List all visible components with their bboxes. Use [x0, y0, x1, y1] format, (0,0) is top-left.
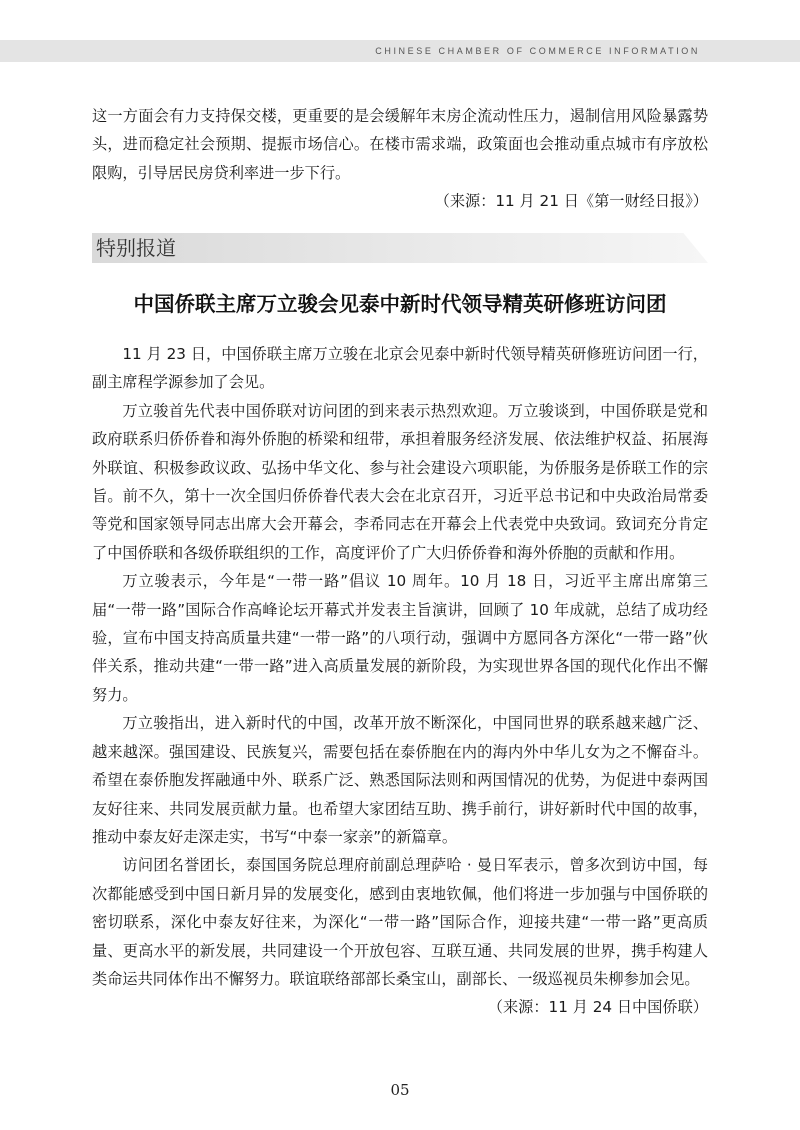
article-body — [92, 340, 708, 1022]
article-title: 中国侨联主席万立骏会见泰中新时代领导精英研修班访问团 — [133, 292, 667, 316]
article-paragraph: 万立骏首先代表中国侨联对访问团的到来表示热烈欢迎。万立骏谈到，中国侨联是党和政府联系归侨侨眷和海外侨胞的桥梁和纽带，承担着服务经济发展、依法维护权益、拓展海外联谊、积极参政议政、弘扬中华文化、参与社会建设六项职能，为侨服务是侨联工作的宗旨。前不久，第十一次全国归侨侨眷代表大会在北京召开，习近平总书记和中央政治局常委等党和国家领导同志出席大会开幕会，李希同志在开幕会上代表党中央致词。致词充分肯定了中国侨联和各级侨联组织的工作，高度评价了广大归侨侨眷和海外侨胞的贡献和作用。 — [92, 401, 708, 562]
section-bar — [92, 233, 708, 263]
intro-paragraph: 这一方面会有力支持保交楼，更重要的是会缓解年末房企流动性压力，遏制信用风险暴露势头，进而稳定社会预期、提振市场信心。在楼市需求端，政策面也会推动重点城市有序放松限购，引导居民房贷利率进一步下行。 — [92, 107, 708, 182]
intro-source: （来源：11 月 21 日《第一财经日报》） — [434, 192, 708, 211]
article-source: （来源：11 月 24 日中国侨联） — [487, 998, 708, 1017]
article-paragraph: 万立骏指出，进入新时代的中国，改革开放不断深化，中国同世界的联系越来越广泛、越来越深。强国建设、民族复兴，需要包括在泰侨胞在内的海内外中华儿女为之不懈奋斗。希望在泰侨胞发挥融通中外、联系广泛、熟悉国际法则和两国情况的优势，为促进中泰两国友好往来、共同发展贡献力量。也希望大家团结互助、携手前行，讲好新时代中国的故事，推动中泰友好走深走实，书写“中泰一家亲”的新篇章。 — [92, 714, 708, 846]
article-paragraph: 访问团名誉团长，泰国国务院总理府前副总理萨哈 · 曼日军表示，曾多次到访中国，每次都能感受到中国日新月异的发展变化，感到由衷地钦佩，他们将进一步加强与中国侨联的密切联系，深化中泰友好往来，为深化“一带一路”国际合作，迎接共建“一带一路”更高质量、更高水平的新发展，共同建设一个开放包容、互联互通、共同发展的世界，携手构建人类命运共同体作出不懈努力。联谊联络部部长桑宝山，副部长、一级巡视员朱柳参加会见。 — [92, 856, 708, 988]
running-header: CHINESE CHAMBER OF COMMERCE INFORMATION — [375, 46, 700, 56]
page-number: 05 — [390, 1081, 410, 1099]
article-paragraph: 11 月 23 日，中国侨联主席万立骏在北京会见泰中新时代领导精英研修班访问团一行，副主席程学源参加了会见。 — [92, 345, 708, 392]
article-paragraph: 万立骏表示，今年是“一带一路”倡议 10 周年。10 月 18 日，习近平主席出席第三届“一带一路”国际合作高峰论坛开幕式并发表主旨演讲，回顾了 10 年成就，总结了成功经验，宣布中国支持高质量共建“一带一路”的八项行动，强调中方愿同各方深化“一带一路”伙伴关系，推动共建“一带一路”进入高质量发展的新阶段，为实现世界各国的现代化作出不懈努力。 — [92, 572, 708, 704]
section-label: 特别报道 — [96, 236, 176, 260]
intro-block — [92, 102, 708, 216]
